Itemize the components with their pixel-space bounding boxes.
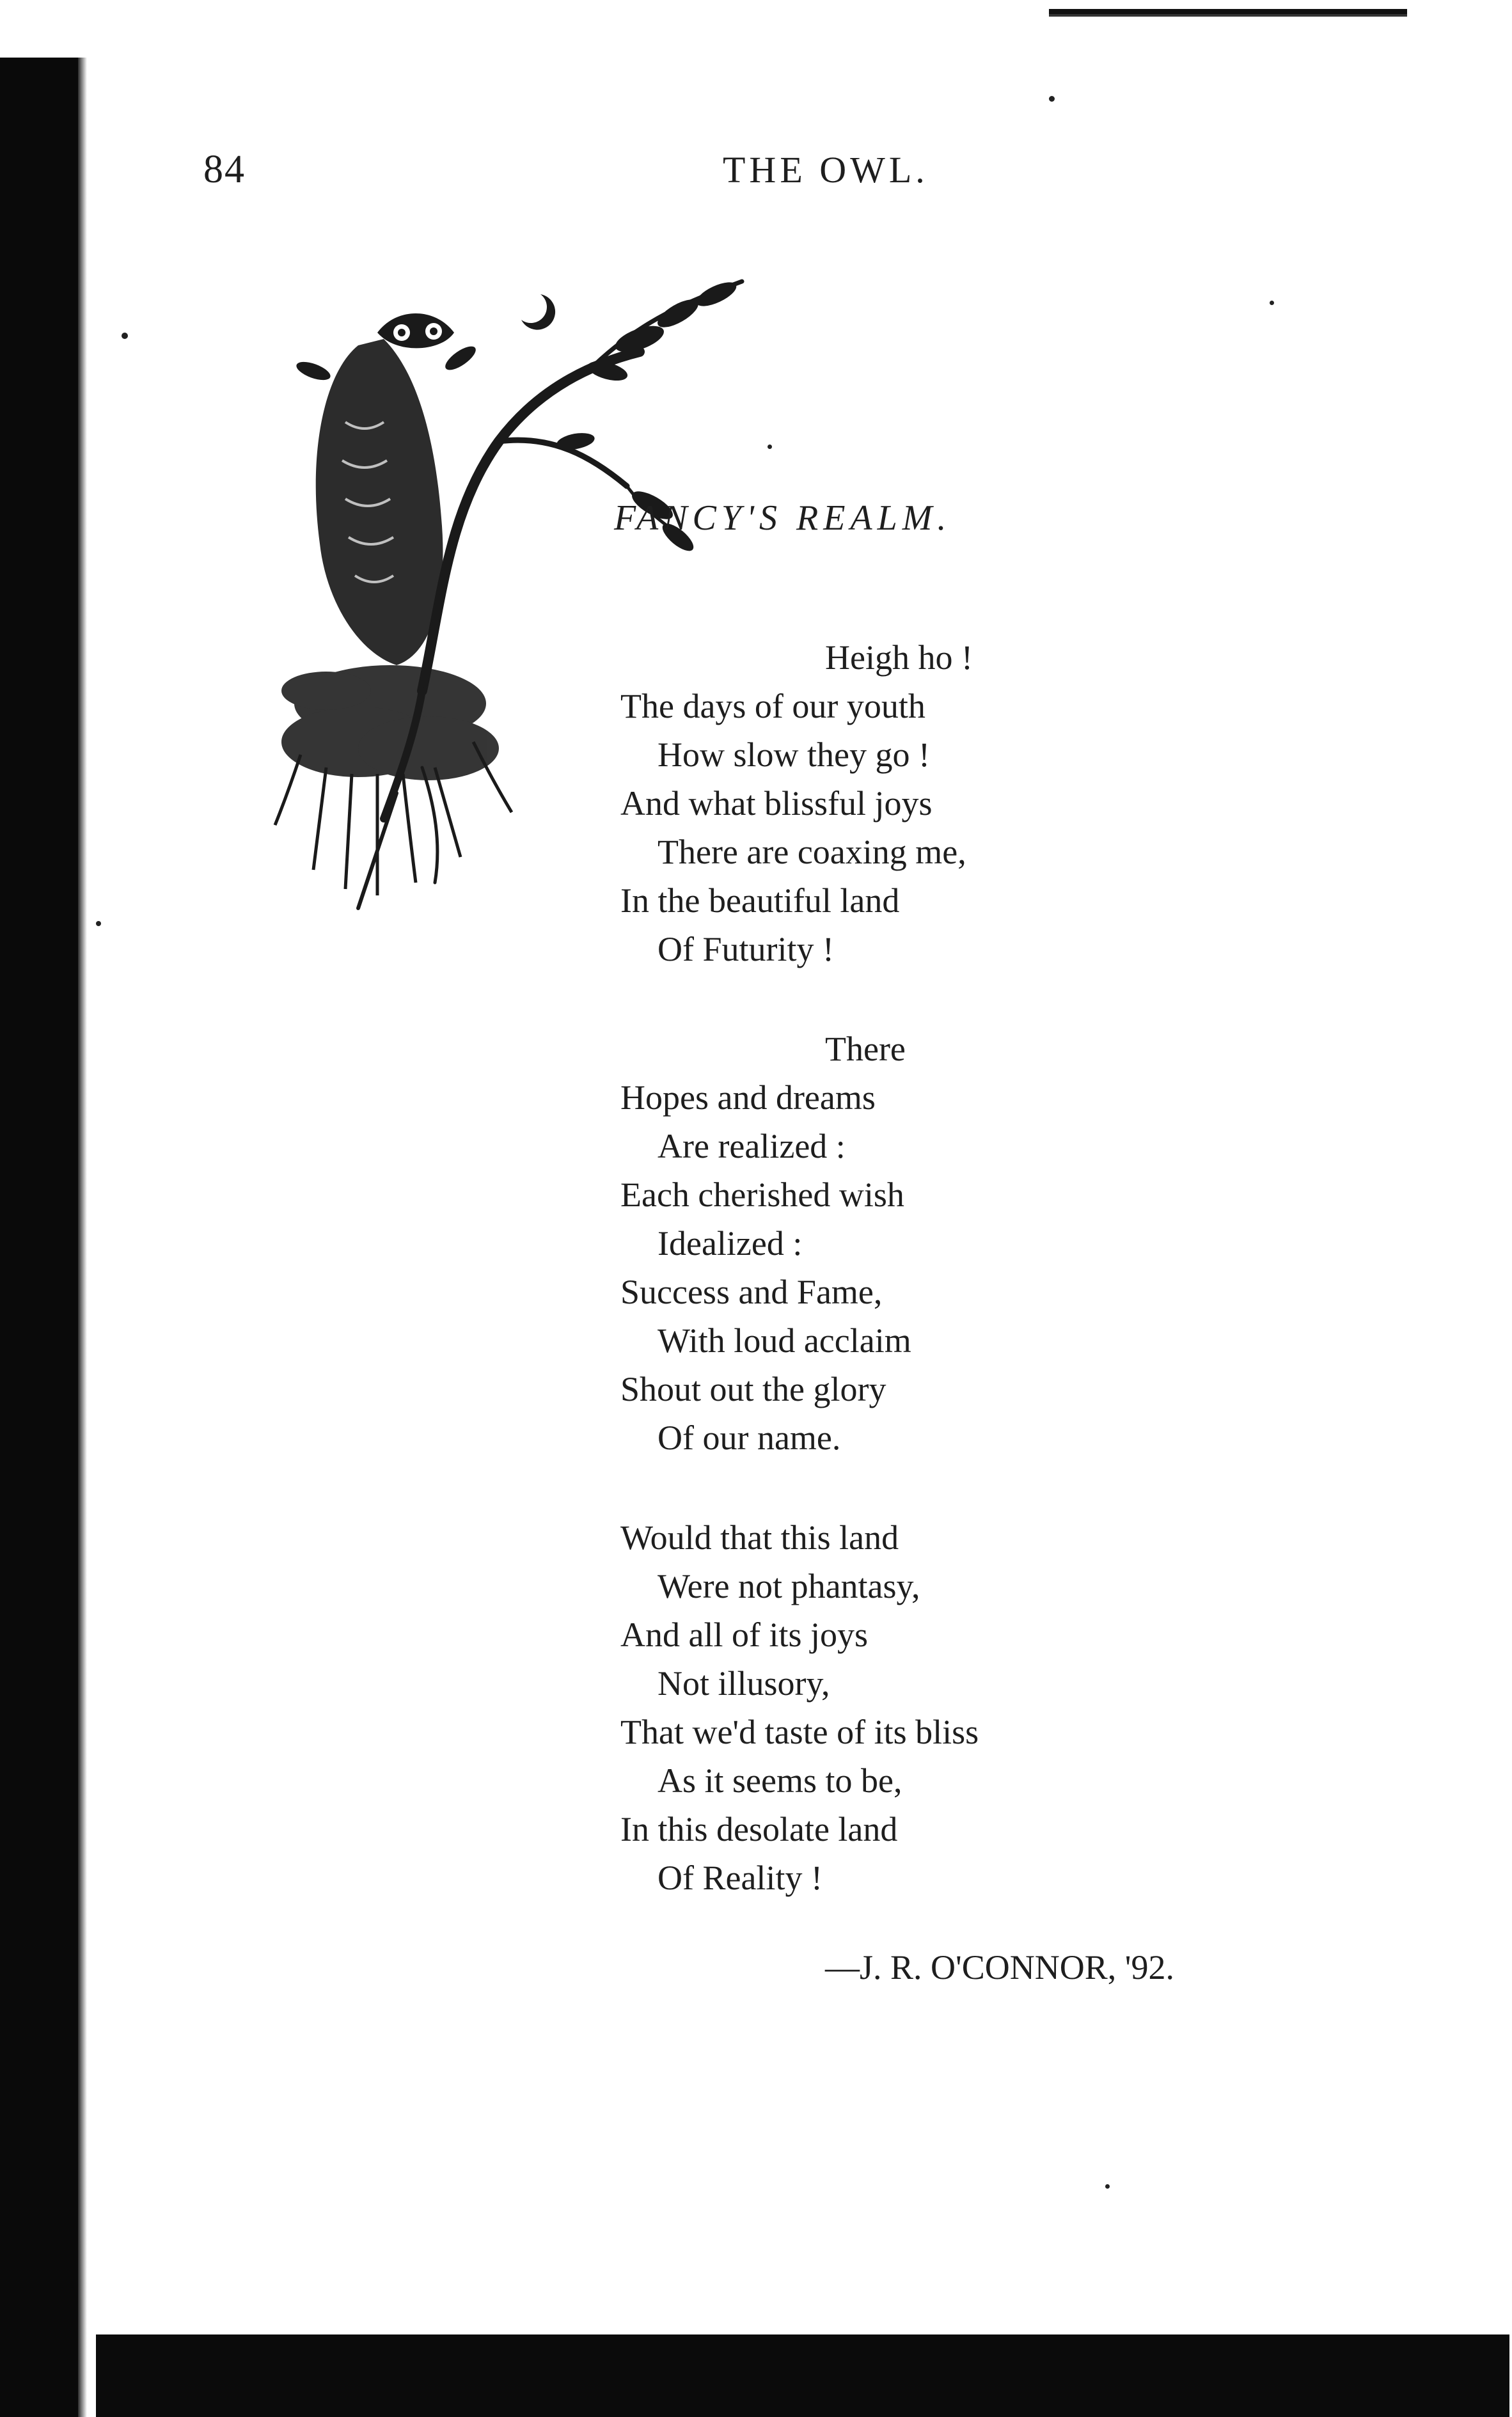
poem-line: And all of its joys: [620, 1616, 868, 1654]
page-number: 84: [203, 148, 246, 191]
poem-line: Are realized :: [658, 1127, 846, 1165]
scan-top-rule: [1049, 9, 1407, 17]
scan-left-edge-shadow: [0, 58, 78, 2417]
stanza-3: [620, 1513, 1388, 1902]
poem-line: Idealized :: [658, 1224, 803, 1263]
poem-line: Hopes and dreams: [620, 1078, 876, 1117]
poem-line: The days of our youth: [620, 687, 925, 725]
poem-line: In this desolate land: [620, 1810, 898, 1848]
poem-line: Shout out the glory: [620, 1370, 886, 1408]
scan-speck: [1270, 301, 1274, 305]
running-head: THE OWL.: [723, 149, 929, 191]
poem-line: In the beautiful land: [620, 881, 900, 920]
scan-speck: [1105, 2184, 1110, 2189]
poem-line: And what blissful joys: [620, 784, 933, 823]
poem-line: Success and Fame,: [620, 1273, 883, 1311]
poem-line: Each cherished wish: [620, 1176, 904, 1214]
poem-title: FANCY'S REALM.: [614, 498, 952, 538]
poem-line: Of our name.: [658, 1419, 841, 1457]
poem-line: That we'd taste of its bliss: [620, 1713, 979, 1751]
poem-line: Of Reality !: [658, 1859, 823, 1897]
scan-speck: [122, 333, 128, 339]
poem-attribution: —J. R. O'CONNOR, '92.: [825, 1948, 1175, 1987]
poem-line: Not illusory,: [658, 1664, 830, 1703]
stanza-2: [620, 1025, 1388, 1462]
scan-speck: [96, 921, 101, 926]
stanza-1: [620, 633, 1388, 973]
poem-line: Would that this land: [620, 1518, 899, 1557]
poem-line: With loud acclaim: [658, 1321, 911, 1360]
scan-speck: [1049, 96, 1055, 102]
poem-line: How slow they go !: [658, 736, 930, 774]
poem-line: Heigh ho !: [825, 638, 973, 677]
poem-line: There: [825, 1030, 906, 1068]
poem-line: Were not phantasy,: [658, 1567, 920, 1605]
poem-line: As it seems to be,: [658, 1761, 902, 1800]
scan-bottom-edge-shadow: [96, 2334, 1509, 2417]
poem-line: There are coaxing me,: [658, 833, 966, 871]
poem-line: Of Futurity !: [658, 930, 834, 968]
